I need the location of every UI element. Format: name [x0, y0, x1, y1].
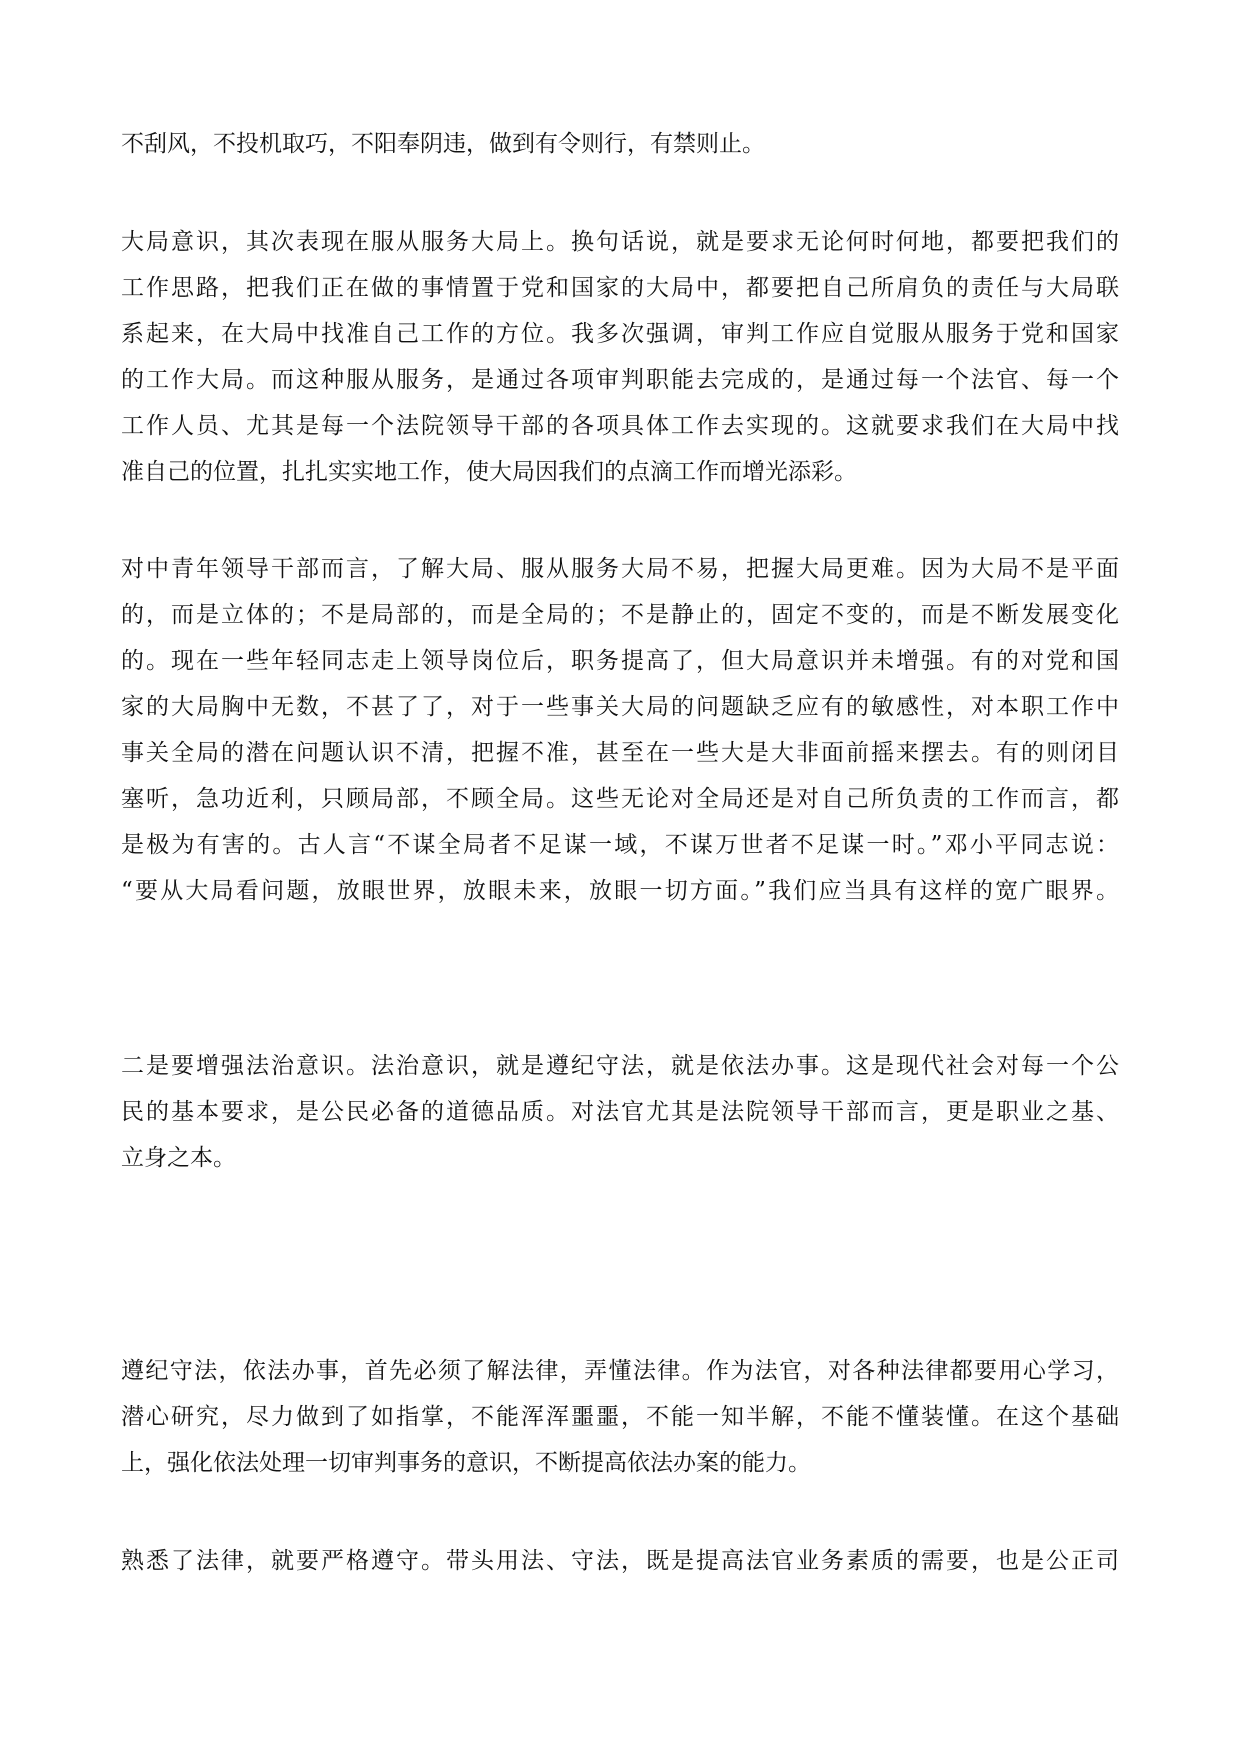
paragraph-6-line-1: 熟悉了法律，就要严格遵守。带头用法、守法，既是提高法官业务素质的需要，也是公正司: [121, 1548, 1119, 1574]
paragraph-4-line-3: 立身之本。: [121, 1145, 236, 1171]
paragraph-4-line-2: 民的基本要求，是公民必备的道德品质。对法官尤其是法院领导干部而言，更是职业之基、: [121, 1099, 1119, 1125]
paragraph-5-line-3: 上，强化依法处理一切审判事务的意识，不断提高依法办案的能力。: [121, 1450, 811, 1476]
paragraph-3-line-5: 事关全局的潜在问题认识不清，把握不准，甚至在一些大是大非面前摇来摆去。有的则闭目: [121, 740, 1119, 766]
paragraph-4-line-1: 二是要增强法治意识。法治意识，就是遵纪守法，就是依法办事。这是现代社会对每一个公: [121, 1053, 1119, 1079]
paragraph-3-line-4: 家的大局胸中无数，不甚了了，对于一些事关大局的问题缺乏应有的敏感性，对本职工作中: [121, 694, 1119, 720]
paragraph-5-line-1: 遵纪守法，依法办事，首先必须了解法律，弄懂法律。作为法官，对各种法律都要用心学习，: [121, 1358, 1119, 1384]
paragraph-2-line-4: 的工作大局。而这种服从服务，是通过各项审判职能去完成的，是通过每一个法官、每一个: [121, 367, 1119, 393]
paragraph-2-line-5: 工作人员、尤其是每一个法院领导干部的各项具体工作去实现的。这就要求我们在大局中找: [121, 413, 1119, 439]
paragraph-3-line-2: 的，而是立体的；不是局部的，而是全局的；不是静止的，固定不变的，而是不断发展变化: [121, 602, 1119, 628]
paragraph-3-line-7: 是极为有害的。古人言“不谋全局者不足谋一域，不谋万世者不足谋一时。”邓小平同志说：: [121, 832, 1119, 858]
paragraph-2-line-6: 准自己的位置，扎扎实实地工作，使大局因我们的点滴工作而增光添彩。: [121, 459, 857, 485]
paragraph-2-line-1: 大局意识，其次表现在服从服务大局上。换句话说，就是要求无论何时何地，都要把我们的: [121, 229, 1119, 255]
paragraph-2-line-2: 工作思路，把我们正在做的事情置于党和国家的大局中，都要把自己所肩负的责任与大局联: [121, 275, 1119, 301]
paragraph-3-line-3: 的。现在一些年轻同志走上领导岗位后，职务提高了，但大局意识并未增强。有的对党和国: [121, 648, 1119, 674]
paragraph-3-line-6: 塞听，急功近利，只顾局部，不顾全局。这些无论对全局还是对自己所负责的工作而言，都: [121, 786, 1119, 812]
paragraph-3-line-8: “要从大局看问题，放眼世界，放眼未来，放眼一切方面。”我们应当具有这样的宽广眼界。: [121, 878, 1119, 904]
paragraph-3-line-1: 对中青年领导干部而言，了解大局、服从服务大局不易，把握大局更难。因为大局不是平面: [121, 556, 1119, 582]
paragraph-1-line-1: 不刮风，不投机取巧，不阳奉阴违，做到有令则行，有禁则止。: [121, 131, 765, 157]
paragraph-5-line-2: 潜心研究，尽力做到了如指掌，不能浑浑噩噩，不能一知半解，不能不懂装懂。在这个基础: [121, 1404, 1119, 1430]
paragraph-2-line-3: 系起来，在大局中找准自己工作的方位。我多次强调，审判工作应自觉服从服务于党和国家: [121, 321, 1119, 347]
